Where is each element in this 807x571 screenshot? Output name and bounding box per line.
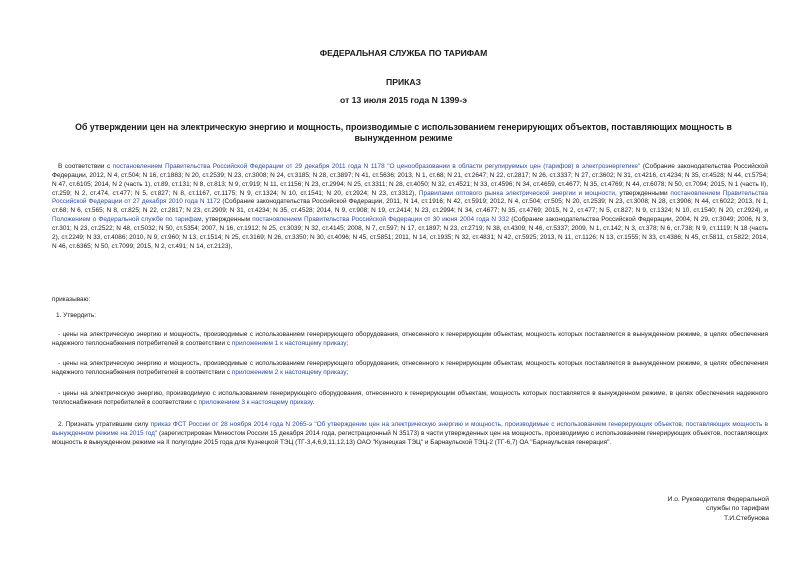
resolution-1178-link[interactable]: постановлением Правительства Российской Федерации от 29 декабря 2011 года N 1178 "О ценообразовании в области регулируемых цен (тарифов) в электроэнергетике" — [112, 163, 641, 170]
document-date-number: от 13 июля 2015 года N 1399-э — [340, 95, 467, 105]
signatory-agency: службы по тарифам — [706, 505, 769, 513]
document-type: ПРИКАЗ — [386, 77, 421, 87]
intro-text: В соответствии с — [58, 163, 113, 170]
punctuation: . — [312, 398, 315, 406]
item-2-text: (зарегистрирован Минюстом России 15 декабря 2014 года, регистрационный N 35173) в части утвержденных цен на мощность, производимую с использованием генерирующих объектов, поставляющих мощность в вынужденном режиме на II полугодие 2015 года для Кузнецкой ТЭЦ (ТГ-3,4,6,9,11,12,13) ОАО "Кузнецкая ТЭЦ" и Барнаульской ТЭЦ-2 (ТГ-6,7) ОА "Барнаульская генерация". — [52, 429, 768, 446]
intro-text: , утвержденными — [615, 189, 671, 197]
intro-text: (Собрание законодательства Российской Федерации, 2011, N 14, ст.1916; N 42, ст.5919; 2012, N 4, ст.504; ст.505; N 20, ст.2539; N 23, ст.3008; N 28, ст.3906; N 44, ст.6022; 2013, N 1, ст.68; N 6, ст.565; N 8, ст.825; N 22, ст.2817; N 23, ст.2909; N 31, ст.4234; N 35, ст.4528; 2014, N 9, ст.908; N 19, ст.2414; N 23, ст.2994; N 34, ст.4677; N 35, ст.4769; 2015, N 2, ст.477; N 5, ст.827; N 9, ст.1324; N 10, ст.1540; N 20, ст.2924), и — [52, 198, 768, 215]
wholesale-market-rules-link[interactable]: Правилами оптового рынка электрической энергии и мощности — [418, 189, 616, 197]
item-1-heading: 1. Утвердить: — [56, 312, 96, 319]
list-item-text: - цены на электрическую энергию и мощность, производимые с использованием генерирующего оборудования, отнесенного к генерирующим объектам, мощность которых поставляется в вынужденном режиме, в целях обеспечения надежного теплоснабжения потребителей в соответствии с — [52, 331, 768, 347]
list-item — [52, 331, 768, 349]
signatory-position: И.о. Руководителя Федеральной — [667, 496, 769, 503]
appendix-3-link[interactable]: приложением 3 к настоящему приказу — [198, 398, 313, 406]
list-item-text: - цены на электрическую энергию и мощность, производимые с использованием генерирующего оборудования, отнесенного к генерирующим объектам, мощность которых поставляется в вынужденном режиме, в целях обеспечения надежного теплоснабжения потребителей в соответствии с — [52, 360, 768, 376]
appendix-2-link[interactable]: приложением 2 к настоящему приказу — [231, 368, 347, 376]
item-2-text: 2. Признать утратившим силу — [58, 421, 151, 428]
punctuation: ; — [346, 339, 349, 347]
agency-name: ФЕДЕРАЛЬНАЯ СЛУЖБА ПО ТАРИФАМ — [319, 48, 488, 58]
resolution-1172-link[interactable]: постановлением Правительства Российской Федерации от 27 декабря 2010 года N 1172 — [52, 189, 768, 206]
intro-paragraph — [52, 163, 768, 251]
document-title: Об утверждении цен на электрическую энергию и мощность, производимые с использованием генерирующих объектов, поставляющих мощность в вынужденном режиме — [75, 122, 732, 143]
intro-text: (Собрание законодательства Российской Федерации, 2004, N 29, ст.3049; 2006, N 3, ст.301; N 23, ст.2522; N 48, ст.5032; N 50, ст.5354; 2007, N 16, ст.1912; N 25, ст.3039; N 32, ст.4145; 2008, N 7, ст.597; N 17, ст.1897; N 23, ст.2719; N 38, ст.4309; N 46, ст.5337; 2009, N 1, ст.142; N 3, ст.378; N 6, ст.738; N 9, ст.1119; N 18 (часть 2), ст.2249; N 33, ст.4086; 2010, N 9, ст.960; N 13, ст.1514; N 25, ст.3169; N 26, ст.3350; N 30, ст.4096; N 45, ст.5851; 2011, N 14, ст.1935; N 32, ст.4831; N 42, ст.5925; 2013, N 11, ст.1126; N 13, ст.1555; N 33, ст.4386; N 45, ст.5811, ст.5822; 2014, N 46, ст.6365; N 50, ст.7099; 2015, N 2, ст.491; N 14, ст.2123), — [52, 216, 768, 250]
decree-word: приказываю: — [52, 296, 91, 303]
resolution-332-link[interactable]: постановлением Правительства Российской Федерации от 30 июня 2004 года N 332 — [252, 216, 510, 224]
punctuation: ; — [346, 368, 349, 376]
fst-regulation-link[interactable]: Положением о Федеральной службе по тарифам — [52, 216, 202, 224]
item-2-paragraph — [52, 421, 768, 448]
intro-text: , утвержденным — [201, 216, 253, 224]
appendix-1-link[interactable]: приложением 1 к настоящему приказу — [231, 339, 347, 347]
list-item — [52, 390, 768, 408]
list-item-text: - цены на электрическую энергию, производимую с использованием генерирующего оборудования, отнесенного к генерирующим объектам, мощность которых поставляется в вынужденном режиме, в целях обеспечения надежного теплоснабжения потребителей в соответствии с — [52, 390, 768, 406]
signatory-name: Т.И.Стебунова — [724, 514, 769, 522]
intro-text: (Собрание законодательства Российской Федерации, 2012, N 4, ст.504; N 16, ст.1883; N 20, ст.2539; N 23, ст.3008; N 24, ст.3185; N 28, ст.3897; N 41, ст.5636; 2013, N 1, ст.68; N 21, ст.2647; N 22, ст.2817; N 26, ст.3337; N 27, ст.3602; N 31, ст.4216, ст.4234; N 35, ст.4528; N 44, ст.5754; N 47, ст.6105; 2014, N 2 (часть 1), ст.89, ст.131; N 8, ст.813; N 9, ст.919; N 11, ст.1156; N 23, ст.2994; N 25, ст.3311; N 28, ст.4050; N 32, ст.4521; N 33, ст.4596; N 34, ст.4659, ст.4677; N 35, ст.4769; N 44, ст.6078; N 50, ст.7094; 2015, N 1 (часть II), ст.259; N 2, ст.474, ст.477; N 5, ст.827; N 8, ст.1167, ст.1175; N 9, ст.1324; N 10, ст.1541; N 20, ст.2924; N 23, ст.3312), — [52, 163, 769, 197]
order-2065-link[interactable]: приказ ФСТ России от 28 ноября 2014 года N 2065-э "Об утверждении цен на электрическую энергию и мощность, производимые с использованием генерирующих объектов, поставляющих мощность в вынужденном режиме на 2015 год" — [52, 421, 768, 437]
list-item — [52, 360, 768, 378]
signature-block — [668, 495, 769, 523]
